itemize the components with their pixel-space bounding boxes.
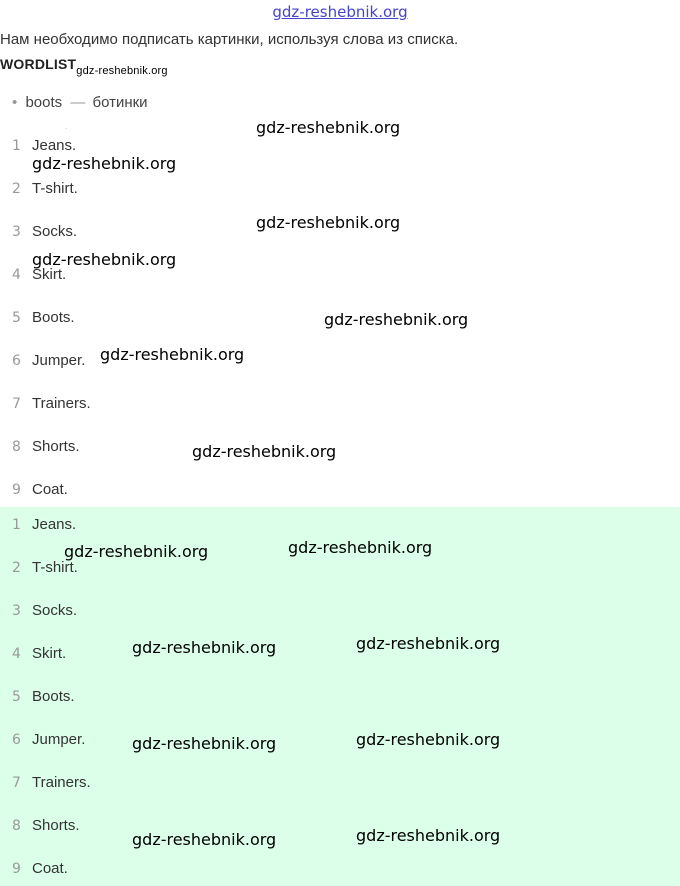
item-word: Boots. bbox=[32, 688, 75, 705]
item-word: Jeans. bbox=[32, 516, 77, 533]
example-russian: ботинки bbox=[92, 94, 148, 111]
item-number: 3 bbox=[12, 224, 21, 240]
item-number: 3 bbox=[12, 603, 21, 619]
site-header-link[interactable]: gdz-reshebnik.org bbox=[272, 3, 408, 21]
watermark: gdz-reshebnik.org bbox=[356, 634, 501, 653]
bullet-icon: • bbox=[12, 94, 18, 111]
item-word: Trainers. bbox=[32, 774, 91, 791]
watermark: gdz-reshebnik.org bbox=[356, 730, 501, 749]
item-word: Shorts. bbox=[32, 438, 80, 455]
item-word: Coat. bbox=[32, 481, 68, 498]
item-number: 7 bbox=[12, 396, 21, 412]
item-word: Coat. bbox=[32, 860, 68, 877]
item-word: Socks. bbox=[32, 602, 78, 619]
wordlist-heading bbox=[0, 55, 168, 75]
item-word: Trainers. bbox=[32, 395, 91, 412]
item-word: Jumper. bbox=[32, 352, 86, 369]
dash-separator: — bbox=[70, 94, 86, 111]
watermark: gdz-reshebnik.org bbox=[32, 250, 177, 269]
item-number: 9 bbox=[12, 482, 21, 498]
item-word: Socks. bbox=[32, 223, 78, 240]
watermark: gdz-reshebnik.org bbox=[256, 118, 401, 137]
answer-panel bbox=[0, 507, 680, 886]
watermark: gdz-reshebnik.org bbox=[100, 345, 245, 364]
item-number: 9 bbox=[12, 861, 21, 877]
watermark: gdz-reshebnik.org bbox=[324, 310, 469, 329]
item-number: 6 bbox=[12, 732, 21, 748]
item-number: 4 bbox=[12, 646, 21, 662]
item-number: 8 bbox=[12, 818, 21, 834]
item-word: Boots. bbox=[32, 309, 75, 326]
item-word: T-shirt. bbox=[32, 559, 78, 576]
watermark: gdz-reshebnik.org bbox=[32, 154, 177, 173]
item-number: 5 bbox=[12, 310, 21, 326]
watermark: gdz-reshebnik.org bbox=[64, 542, 209, 561]
item-word: Skirt. bbox=[32, 645, 67, 662]
watermark: gdz-reshebnik.org bbox=[256, 213, 401, 232]
item-number: 2 bbox=[12, 181, 21, 197]
watermark: gdz-reshebnik.org bbox=[192, 442, 337, 461]
item-number: 1 bbox=[12, 138, 21, 154]
item-number: 2 bbox=[12, 560, 21, 576]
item-number: 5 bbox=[12, 689, 21, 705]
item-word: T-shirt. bbox=[32, 180, 78, 197]
watermark: gdz-reshebnik.org bbox=[132, 734, 277, 753]
item-number: 6 bbox=[12, 353, 21, 369]
wordlist-watermark-tag: gdz-reshebnik.org bbox=[76, 65, 168, 77]
wordlist-example bbox=[12, 93, 148, 113]
item-word: Skirt. bbox=[32, 266, 67, 283]
item-word: Jumper. bbox=[32, 731, 86, 748]
item-word: Shorts. bbox=[32, 817, 80, 834]
item-number: 4 bbox=[12, 267, 21, 283]
item-word: Jeans. bbox=[32, 137, 77, 154]
watermark: gdz-reshebnik.org bbox=[132, 830, 277, 849]
watermark: gdz-reshebnik.org bbox=[356, 826, 501, 845]
watermark: gdz-reshebnik.org bbox=[288, 538, 433, 557]
item-number: 7 bbox=[12, 775, 21, 791]
item-number: 8 bbox=[12, 439, 21, 455]
watermark: gdz-reshebnik.org bbox=[132, 638, 277, 657]
instruction-text: Нам необходимо подписать картинки, используя слова из списка. bbox=[0, 31, 459, 48]
wordlist-title: WORDLIST bbox=[0, 56, 77, 72]
stray-dot: . bbox=[65, 122, 68, 131]
example-english: boots bbox=[25, 94, 63, 111]
item-number: 1 bbox=[12, 517, 21, 533]
